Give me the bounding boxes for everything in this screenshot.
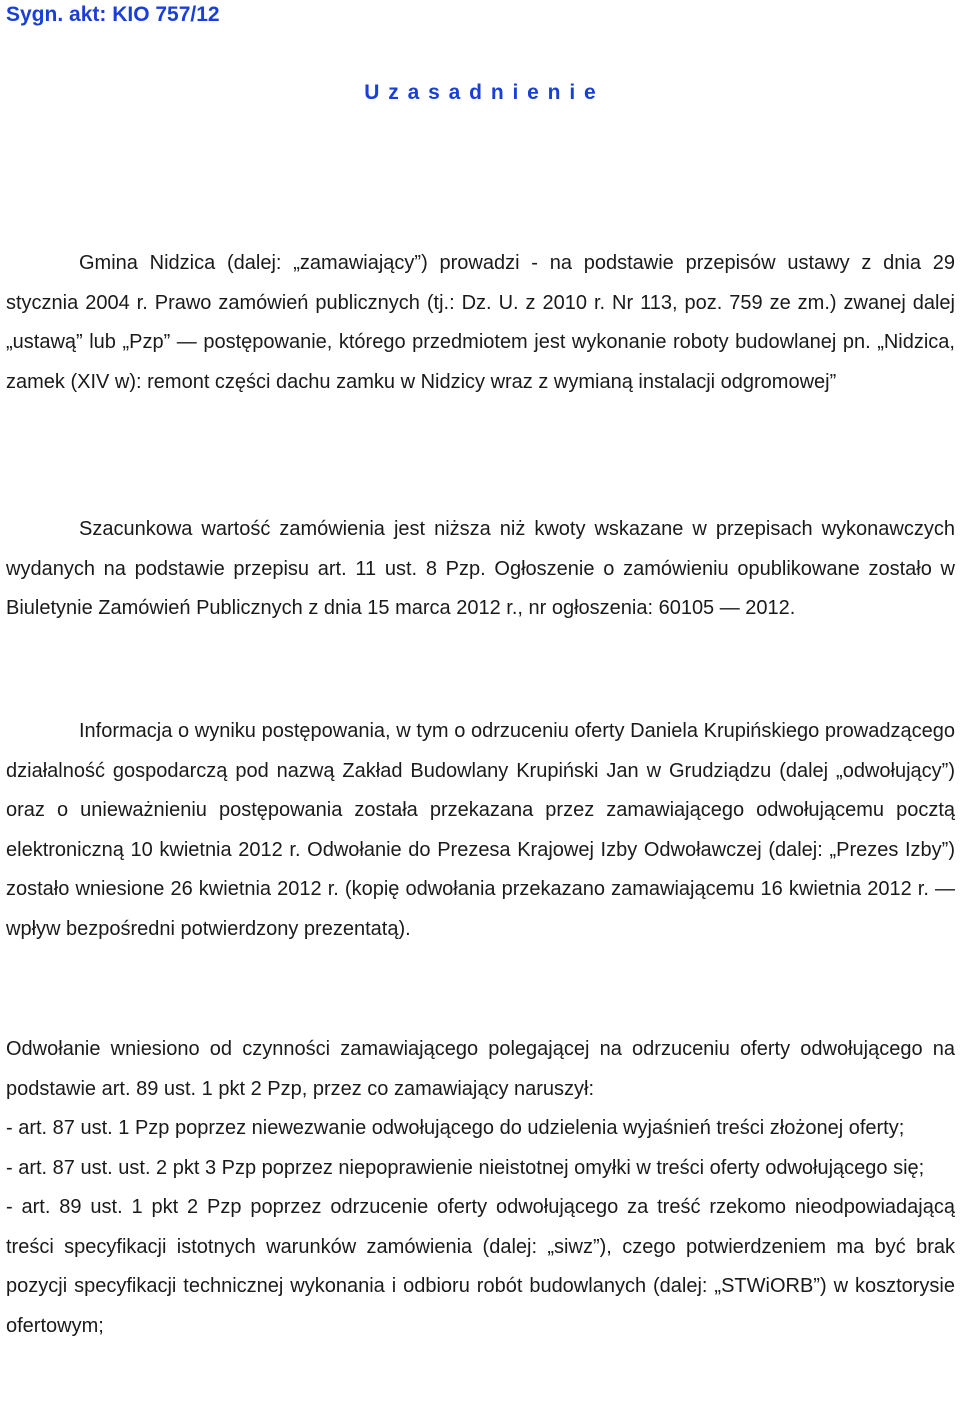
violation-item: - art. 87 ust. ust. 2 pkt 3 Pzp poprzez niepoprawienie nieistotnej omyłki w treści oferty odwołującego się;: [6, 1156, 925, 1179]
paragraph-appeal-grounds: [6, 1030, 955, 1346]
appeal-grounds-intro: Odwołanie wniesiono od czynności zamawiającego polegającej na odrzuceniu oferty odwołującego na podstawie art. 89 ust. 1 pkt 2 Pzp, przez co zamawiający naruszył:: [6, 1038, 955, 1100]
document-heading: U z a s a d n i e n i e: [364, 81, 596, 104]
violation-item: - art. 87 ust. 1 Pzp poprzez niewezwanie odwołującego do udzielenia wyjaśnień treści złożonej oferty;: [6, 1117, 905, 1139]
paragraph-appeal-info: Informacja o wyniku postępowania, w tym o odrzuceniu oferty Daniela Krupińskiego prowadzącego działalność gospodarczą pod nazwą Zakład Budowlany Krupiński Jan w Grudziądzu (dalej „odwołujący”) oraz o unieważnieniu postępowania została przekazana przez zamawiającego odwołującemu pocztą elektroniczną 10 kwietnia 2012 r. Odwołanie do Prezesa Krajowej Izby Odwoławczej (dalej: „Prezes Izby”) zostało wniesione 26 kwietnia 2012 r. (kopię odwołania przekazano zamawiającemu 16 kwietnia 2012 r. — wpływ bezpośredni potwierdzony prezentatą).: [6, 720, 955, 940]
paragraph-estimated-value: Szacunkowa wartość zamówienia jest niższa niż kwoty wskazane w przepisach wykonawczych wydanych na podstawie przepisu art. 11 ust. 8 Pzp. Ogłoszenie o zamówieniu opublikowane zostało w Biuletynie Zamówień Publicznych z dnia 15 marca 2012 r., nr ogłoszenia: 60105 — 2012.: [6, 518, 955, 619]
case-signature: Sygn. akt: KIO 757/12: [6, 3, 220, 26]
paragraph-proceedings: Gmina Nidzica (dalej: „zamawiający”) prowadzi - na podstawie przepisów ustawy z dnia 29 stycznia 2004 r. Prawo zamówień publicznych (tj.: Dz. U. z 2010 r. Nr 113, poz. 759 ze zm.) zwanej dalej „ustawą” lub „Pzp” — postępowanie, którego przedmiotem jest wykonanie roboty budowlanej pn. „Nidzica, zamek (XIV w): remont części dachu zamku w Nidzicy wraz z wymianą instalacji odgromowej”: [6, 252, 955, 393]
violation-item: - art. 89 ust. 1 pkt 2 Pzp poprzez odrzucenie oferty odwołującego za treść rzekomo nieodpowiadającą treści specyfikacji istotnych warunków zamówienia (dalej: „siwz”), czego potwierdzeniem ma być brak pozycji specyfikacji technicznej wykonania i odbioru robót budowlanych (dalej: „STWiORB”) w kosztorysie ofertowym;: [6, 1196, 955, 1337]
